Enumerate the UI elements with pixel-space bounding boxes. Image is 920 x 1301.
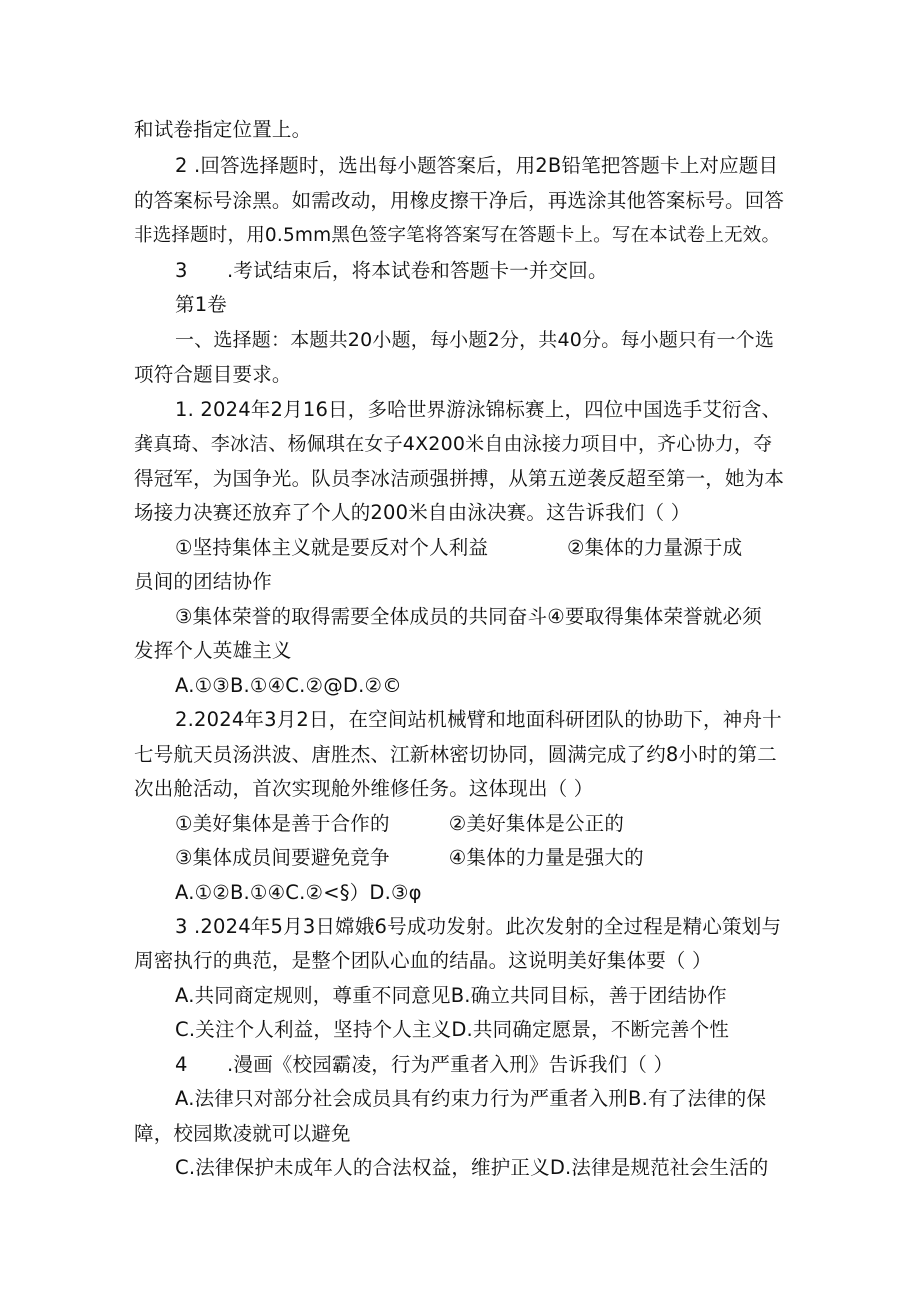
question-1-statements-1: ①坚持集体主义就是要反对个人利益 ②集体的力量源于成 [175, 536, 743, 559]
question-2-line-1: 2.2024年3月2日，在空间站机械臂和地面科研团队的协助下，神舟十 [175, 708, 782, 731]
question-2-line-3: 次出舱活动，首次实现舱外维修任务。这体现出（ ） [134, 777, 594, 800]
question-1-line-3: 得冠军，为国争光。队员李冰洁顽强拼搏，从第五逆袭反超至第一，她为本 [134, 467, 785, 490]
question-3-options-1: A.共同商定规则，尊重不同意见B.确立共同目标，善于团结协作 [175, 984, 727, 1007]
question-3-line-2: 周密执行的典范，是整个团队心血的结晶。这说明美好集体要（ ） [134, 949, 712, 972]
text-line: 和试卷指定位置上。 [134, 118, 312, 141]
instruction-3: 3 .考试结束后，将本试卷和答题卡一并交回。 [175, 259, 608, 282]
question-2-statements-2: ③集体成员间要避免竞争 ④集体的力量是强大的 [175, 846, 644, 869]
question-3-options-2: C.关注个人利益，坚持个人主义D.共同确定愿景，不断完善个性 [175, 1018, 730, 1041]
question-3-line-1: 3 .2024年5月3日嫦娥6号成功发射。此次发射的全过程是精心策划与 [175, 915, 782, 938]
question-2-line-2: 七号航天员汤洪波、唐胜杰、江新林密切协同，圆满完成了约8小时的第二 [134, 743, 778, 766]
question-4-options-3: C.法律保护未成年人的合法权益，维护正义D.法律是规范社会生活的 [175, 1156, 769, 1179]
instruction-2-line-2: 的答案标号涂黑。如需改动，用橡皮擦干净后，再选涂其他答案标号。回答 [134, 189, 785, 212]
question-1-line-2: 龚真琦、李冰洁、杨佩琪在女子4X200米自由泳接力项目中，齐心协力，夺 [134, 433, 773, 455]
question-4-line-1: 4 .漫画《校园霸凌，行为严重者入刑》告诉我们（ ） [175, 1053, 674, 1076]
question-1-line-4: 场接力决赛还放弃了个人的200米自由泳决赛。这告诉我们（ ） [134, 501, 691, 524]
question-2-options: A.①②B.①④C.②<§）D.③φ [175, 881, 422, 904]
question-1-statements-3: ③集体荣誉的取得需要全体成员的共同奋斗④要取得集体荣誉就必须 [175, 605, 762, 628]
instruction-2-line-1: 2 .回答选择题时，选出每小题答案后，用2B铅笔把答题卡上对应题目 [175, 154, 779, 177]
question-4-options-2: 障，校园欺凌就可以避免 [134, 1122, 351, 1145]
question-1-statements-4: 发挥个人英雄主义 [134, 639, 292, 662]
question-1-options: A.①③B.①④C.②@D.②© [175, 674, 402, 697]
question-1-statements-2: 员间的团结协作 [134, 570, 272, 593]
question-1-line-1: 1. 2024年2月16日，多哈世界游泳锦标赛上，四位中国选手艾衍含、 [175, 398, 782, 421]
section-heading-line-2: 项符合题目要求。 [134, 363, 292, 386]
question-2-statements-1: ①美好集体是善于合作的 ②美好集体是公正的 [175, 812, 625, 835]
volume-heading: 第1卷 [175, 293, 228, 316]
section-heading-line-1: 一、选择题：本题共20小题，每小题2分，共40分。每小题只有一个选 [175, 329, 775, 351]
question-4-options-1: A.法律只对部分社会成员具有约束力行为严重者入刑B.有了法律的保 [175, 1087, 767, 1110]
instruction-2-line-3: 非选择题时，用0.5mm黑色签字笔将答案写在答题卡上。写在本试卷上无效。 [134, 225, 781, 246]
